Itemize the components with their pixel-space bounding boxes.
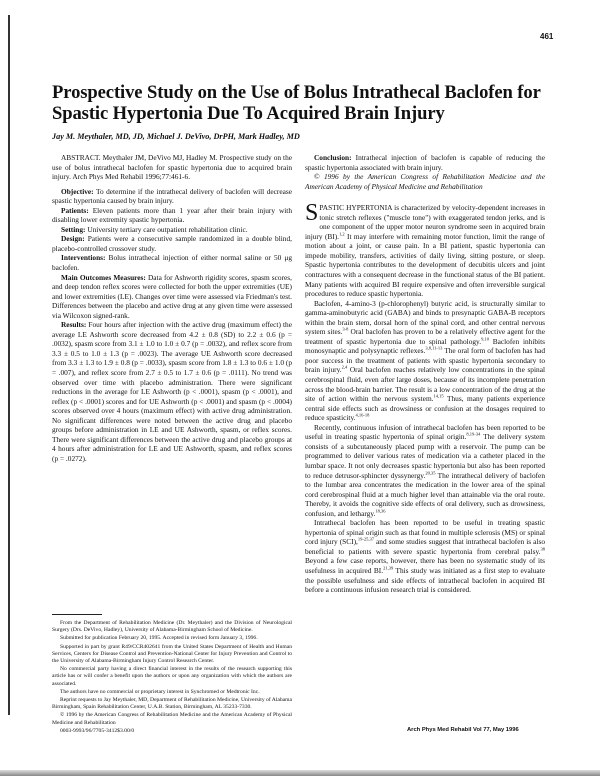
section-text: Four hours after injection with the active drug (maximum effect) the average LE Ashworth score decreased from 4.2 ± 0.8 (SD) to 2.2 ± 0.6 (p = .0032), spasm score from 3.1 ± 1.0 to 1.0 ± 0.7 (p = .0032), and reflex score from 3.3 ± 0.5 to 1.0 ± 1.3 (p = .0023). The average UE Ashworth score decreased from 3.3 ± 1.3 to 1.9 ± 0.8 (p = .0033), spasm score from 1.8 ± 1.3 to 0.6 ± 1.0 (p = .007), and reflex score from 2.7 ± 0.5 to 1.7 ± 0.6 (p = .0111). No trend was observed over time with placebo administration. There were significant reductions in the average for LE Ashworth (p < .0001), spasm (p < .0001), and reflex (p < .0001) scores and for UE Ashworth (p < .0001) and spasm (p < .0004) scores observed over 4 hours (maximum effect) with active drug administration. No significant differences were noted between the active drug and placebo groups before administration in LE and UE Ashworth, spasm, or reflex scores. There were significant differences between the active drug and placebo groups at 4 hours after administration for LE and UE Ashworth, spasm, and reflex scores (p = .0272). [52,320,292,463]
right-column [305,153,545,595]
abstract-section [52,273,292,321]
body-text: Thus, many patients experience central side effects such as drowsiness or confusion at the dosages required to reduce spasticity. [305,394,545,423]
body-text: The oral form of baclofen has had poor success in the treatment of patients with spastic hypertonia secondary to brain injury. [305,346,545,375]
body-text: Baclofen, 4-amino-3 (p-chlorophenyl) butyric acid, is structurally similar to gamma-aminobutyric acid (GABA) and binds to presynaptic GABA-B receptors within the brain stem, dorsal horn of the spinal cord, and other central nervous system sites. [305,298,545,337]
reference-superscript: 19-25,37 [357,536,374,542]
body-paragraph [305,299,545,423]
body-paragraph [305,200,545,299]
body-text: Intrathecal baclofen has been reported to be useful in treating spastic hypertonia of spinal origin such as that found in multiple sclerosis (MS) or spinal cord injury (SCI), [305,518,545,547]
running-footer: Arch Phys Med Rehabil Vol 77, May 1996 [407,727,519,733]
reference-superscript: 8,19-34 [466,431,481,437]
article-title: Prospective Study on the Use of Bolus Intrathecal Baclofen for Spastic Hypertonia Due To Acquired Brain Injury [52,82,541,124]
section-label: Conclusion: [314,153,352,162]
body-text: Beyond a few case reports, however, there has been no systematic study of its usefulness in acquired BI. [305,556,545,575]
reference-superscript: 3,8,11-13 [425,345,443,351]
section-label: Results: [61,320,87,330]
body-paragraph [305,423,545,518]
footnote: Submitted for publication February 20, 1995. Accepted in revised form January 3, 1996. [60,635,258,642]
abstract-section [52,253,292,272]
body-text: and some studies suggest that intrathecal baclofen is also beneficial to patients with severe spastic hypertonia from cerebral palsy. [305,537,545,556]
footnote: Supported in part by grant R49/CCR402641 from the United States Department of Health and Human Services, Centers for Disease Control and Prevention-National Center for Injury Prevention and Control to the University of Alabama-Birmingham Injury Control Research Center. [52,643,292,665]
author-list: Jay M. Meythaler, MD, JD, Michael J. DeVivo, DrPH, Mark Hadley, MD [52,132,300,141]
body-text: Oral baclofen has proven to be a relatively effective agent for the treatment of spastic hypertonia due to spinal pathology. [305,327,545,346]
body-text: This study was initiated as a first step to evaluate the possible usefulness and side effects of intrathecal baclofen in acquired BI before a continuous infusion research trial is considered. [305,565,545,595]
footnote: © 1996 by the American Congress of Rehabilitation Medicine and the American Academy of Physical Medicine and Rehabilitation [52,712,292,726]
reference-superscript: 9,10 [481,336,489,342]
page-number: 461 [540,32,554,41]
reference-superscript: 2,4 [341,365,348,371]
reference-superscript: 38 [540,546,545,552]
section-label: Objective: [61,186,94,196]
footnote: From the Department of Rehabilitation Medicine (Dr. Meythaler) and the Division of Neurological Surgery (Drs. DeVivo, Hadley), University of Alabama-Birmingham School of Medicine. [52,620,292,634]
footnote: No commercial party having a direct financial interest in the results of the research supporting this article has or will confer a benefit upon the authors or upon any organization with which the authors are associated. [52,666,292,687]
citation-text: Meythaler JM, DeVivo MJ, Hadley M. Prospective study on the use of bolus intrathecal baclofen for spastic hypertonia due to acquired brain injury. Arch Phys Med Rehabil 1996;77:461-6. [52,153,292,182]
section-text: Eleven patients more than 1 year after their brain injury with disabling lower extremity spastic hypertonia. [52,205,292,225]
footnote-divider [52,614,102,615]
drop-cap: S [305,200,319,227]
reference-superscript: 14,15 [433,393,444,399]
footnotes [52,620,292,736]
scan-page-edge [8,15,10,715]
reference-superscript: 18,36 [375,508,386,514]
body-text: Oral baclofen reaches relatively low concentrations in the spinal cerebrospinal fluid, even after large doses, because of its incomplete penetration across the blood-brain barrier. The result is a low concentration of the drug at the site of action within the nervous system. [305,365,545,404]
section-label: Interventions: [61,253,106,263]
abstract-copyright: © 1996 by the American Congress of Rehabilitation Medicine and the American Academy of Physical Medicine and Rehabilitation [305,172,545,191]
abstract-section [52,187,292,206]
section-text: Intrathecal injection of baclofen is capable of reducing the spastic hypertonia associated with brain injury. [305,153,545,172]
abstract-section [52,234,292,253]
body-paragraph [305,518,545,594]
abstract-section [52,225,292,235]
body-text: The intrathecal delivery of baclofen to the lumbar area concentrates the medication in the lower area of the spinal cord cerebrospinal fluid at a much higher level than attainable via the oral route. Thereby, it avoids the cognitive side effects of oral delivery, such as drowsiness, confusion, and lethargy. [305,470,545,518]
section-text: To determine if the intrathecal delivery of baclofen will decrease spastic hypertonia caused by brain injury. [52,186,292,206]
section-label: Design: [61,234,85,244]
abstract-label: ABSTRACT. [61,153,101,162]
section-text: Data for Ashworth rigidity scores, spasm scores, and deep tendon reflex scores were collected for both the upper extremities (UE) and lower extremities (LE). Changes over time were assessed via Friedman's test. Differences between the placebo and active drug at any given time were assessed via Wilcoxon signed-rank. [52,272,292,320]
abstract-section [52,206,292,225]
section-text: Patients were a consecutive sample randomized in a double blind, placebo-controlled crossover study. [52,234,292,253]
body-text: Baclofen inhibits monosynaptic and polysynaptic reflexes. [305,336,545,356]
reference-superscript: 3-8 [342,326,349,332]
footnote: 0003-9993/96/7705-3412$3.00/0 [60,727,135,734]
reference-superscript: 4,16-18 [355,412,370,418]
body-text: Recently, continuous infusion of intrathecal baclofen has been reported to be useful in treating spastic hypertonia of spinal origin. [305,422,545,442]
abstract-citation [52,153,292,182]
section-label: Patients: [61,205,89,215]
abstract-conclusion [305,153,545,172]
abstract-column-left [52,153,292,464]
body-text: The delivery system consists of a subcutaneously placed pump with a reservoir. The pump can be programmed to deliver various rates of medication via a catheter placed in the lumbar space. It not only decreases spastic hypertonia but also has been reported to reduce detrusor-sphincter dyssynergy. [305,432,545,480]
scan-bottom-edge [0,770,600,776]
reference-superscript: 20,35 [425,470,436,476]
section-text: Bolus intrathecal injection of either normal saline or 50 μg baclofen. [52,253,292,273]
reference-superscript: 21,39 [383,565,394,571]
footnote: Reprint requests to Jay Meythaler, MD, Department of Rehabilitation Medicine, University of Alabama Birmingham, Spain Rehabilitation Center, U.A.B. Station, Birmingham, AL 35233-7330. [52,697,292,711]
section-text: University tertiary care outpatient rehabilitation clinic. [85,224,248,234]
abstract-section [52,320,292,463]
body-text: It may interfere with remaining motor function, limit the range of motion about a joint, or cause pain. In a BI patient, spastic hypertonia can impede mobility, transfers, activities of daily living, sitting posture, or sleep. Spastic hypertonia contributes to the development of decubitis ulcers and joint contractures with a consequent decrease in the functional status of the BI patient. Many patients with acquired BI require expensive and often irreversible surgical procedures to reduce spastic hypertonia. [305,231,545,299]
body-text: PASTIC HYPERTONIA is characterized by velocity-dependent increases in tonic stretch reflexes ("muscle tone") with exaggerated tendon jerks, and is one component of the upper motor neuron syndrome seen in acquired brain injury (BI). [305,203,545,241]
reference-superscript: 1,2 [339,231,345,237]
footnote: The authors have no commercial or proprietary interest in Synchromed or Medtronic Inc. [60,688,260,695]
section-label: Setting: [61,224,86,234]
section-label: Main Outcomes Measures: [61,272,146,282]
